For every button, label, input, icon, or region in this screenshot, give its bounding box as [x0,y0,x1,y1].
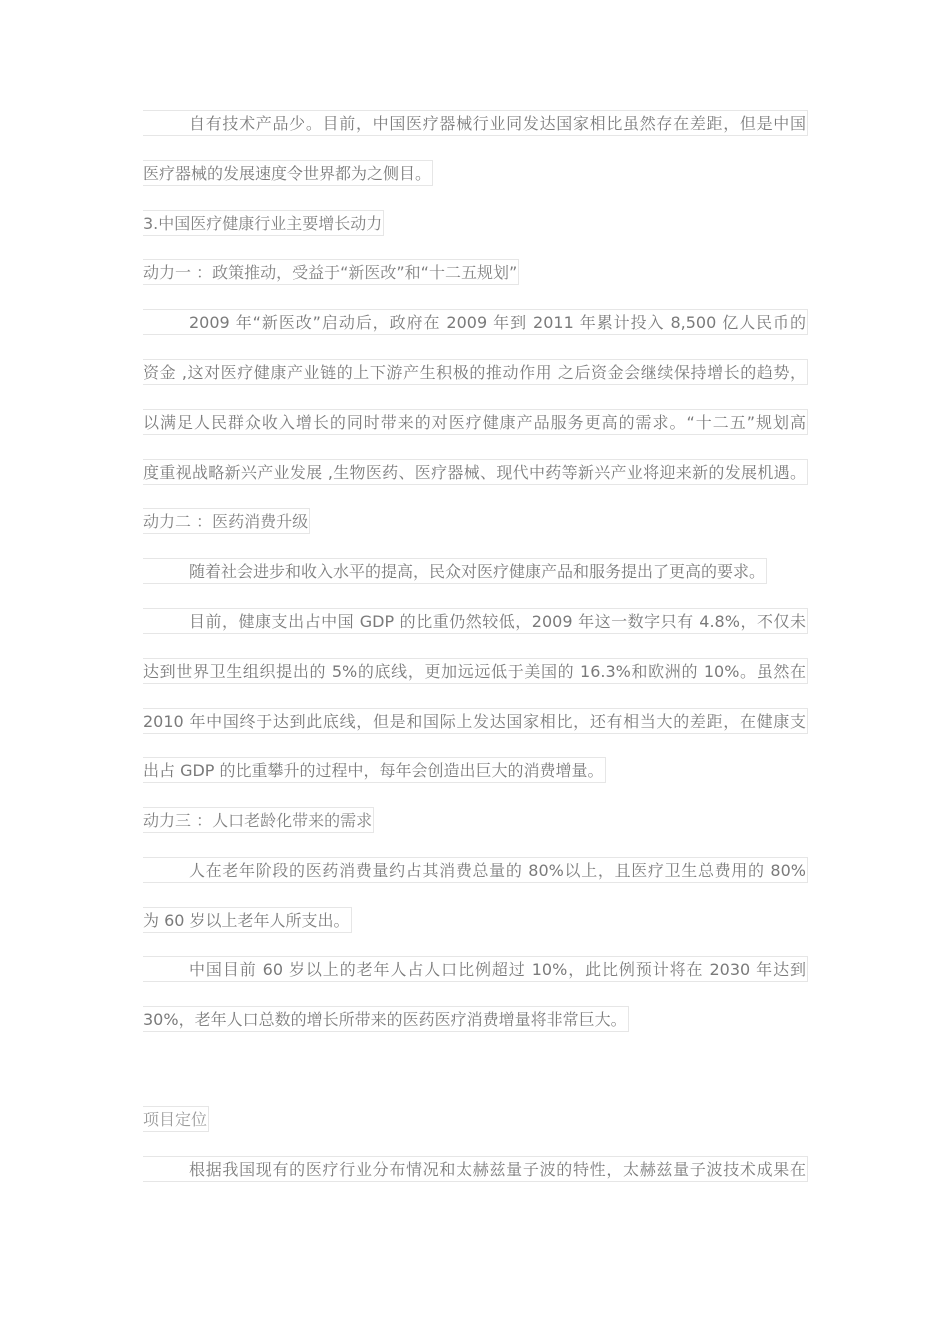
section-heading: 3.中国医疗健康行业主要增长动力 [143,210,384,236]
paragraph-line: 2010 年中国终于达到此底线，但是和国际上发达国家相比，还有相当大的差距，在健康支 [143,708,808,734]
paragraph-line: 度重视战略新兴产业发展 ,生物医药、医疗器械、现代中药等新兴产业将迎来新的发展机遇。 [143,459,808,485]
paragraph-line: 自有技术产品少。目前，中国医疗器械行业同发达国家相比虽然存在差距，但是中国 [143,110,808,136]
paragraph-line: 根据我国现有的医疗行业分布情况和太赫兹量子波的特性，太赫兹量子波技术成果在 [143,1156,808,1182]
subsection-heading: 动力二 ：医药消费升级 [143,508,310,534]
paragraph-line: 以满足人民群众收入增长的同时带来的对医疗健康产品服务更高的需求。“十二五”规划高 [143,409,808,435]
paragraph-line: 出占 GDP 的比重攀升的过程中，每年会创造出巨大的消费增量。 [143,757,606,783]
subsection-heading: 动力三 ：人口老龄化带来的需求 [143,807,374,833]
paragraph-line: 中国目前 60 岁以上的老年人占人口比例超过 10%，此比例预计将在 2030 年达到 [143,956,808,982]
paragraph-line: 医疗器械的发展速度令世界都为之侧目。 [143,160,433,186]
paragraph-line: 2009 年“新医改”启动后，政府在 2009 年到 2011 年累计投入 8,500 亿人民币的 [143,309,808,335]
section-heading: 项目定位 [143,1106,209,1132]
paragraph-line: 随着社会进步和收入水平的提高，民众对医疗健康产品和服务提出了更高的要求。 [143,558,767,584]
paragraph-line: 为 60 岁以上老年人所支出。 [143,907,352,933]
paragraph-line: 30%，老年人口总数的增长所带来的医药医疗消费增量将非常巨大。 [143,1006,629,1032]
paragraph-line: 资金 ,这对医疗健康产业链的上下游产生积极的推动作用 之后资金会继续保持增长的趋势， [143,359,808,385]
paragraph-line: 人在老年阶段的医药消费量约占其消费总量的 80%以上，且医疗卫生总费用的 80% [143,857,808,883]
paragraph-line: 达到世界卫生组织提出的 5%的底线，更加远远低于美国的 16.3%和欧洲的 10%。虽然在 [143,658,808,684]
subsection-heading: 动力一 ：政策推动，受益于“新医改”和“十二五规划” [143,259,519,285]
paragraph-line: 目前，健康支出占中国 GDP 的比重仍然较低，2009 年这一数字只有 4.8%，不仅未 [143,608,808,634]
